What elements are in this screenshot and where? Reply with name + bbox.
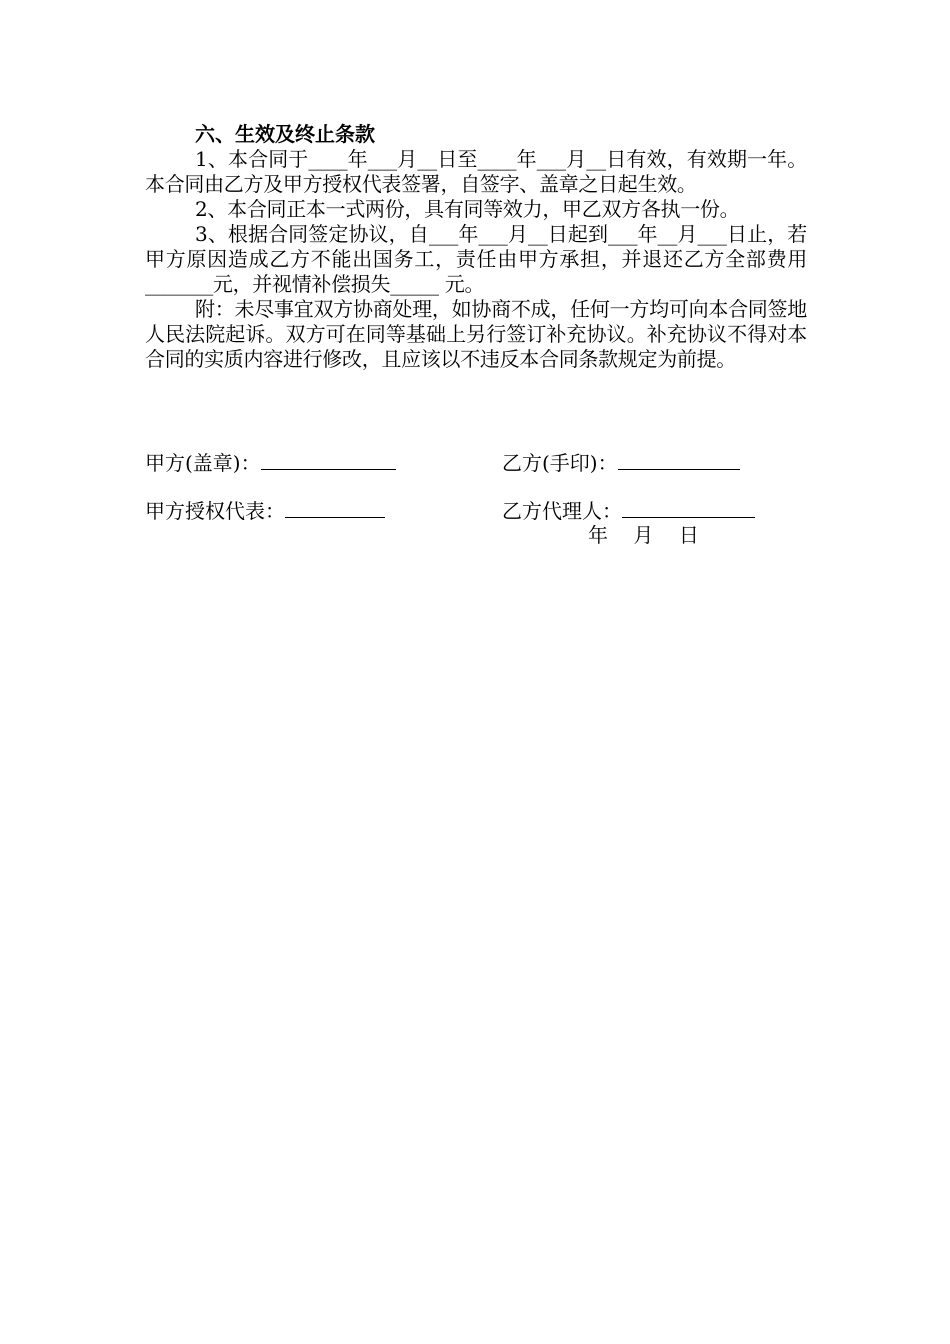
party-a-seal-label: 甲方(盖章)： [145,451,261,475]
party-a-seal [145,451,396,475]
party-a-seal-line[interactable] [261,451,396,470]
party-b-agent-line[interactable] [622,499,755,518]
party-b-fingerprint-label: 乙方(手印)： [502,451,618,475]
party-b-agent-label: 乙方代理人： [502,499,622,523]
party-a-rep-label: 甲方授权代表： [145,499,285,523]
clause-3: 3、根据合同签定协议，自___年___月__日起到___年__月___日止，若甲方原因造成乙方不能出国务工，责任由甲方承担，并退还乙方全部费用_______元，并视情补偿损失_____ 元。 [145,222,807,296]
party-b-fingerprint-line[interactable] [618,451,740,470]
contract-body [145,122,807,372]
date-line: 年 月 日 [588,523,699,547]
party-b-fingerprint [502,451,740,475]
clause-2: 2、本合同正本一式两份，具有同等效力，甲乙双方各执一份。 [195,197,740,221]
supplementary-note: 附：未尽事宜双方协商处理，如协商不成，任何一方均可向本合同签地人民法院起诉。双方可在同等基础上另行签订补充协议。补充协议不得对本合同的实质内容进行修改，且应该以不违反本合同条款规定为前提。 [145,297,807,371]
party-a-rep-line[interactable] [285,499,385,518]
section-heading: 六、生效及终止条款 [195,122,375,146]
party-b-agent [502,499,755,523]
party-a-rep [145,499,385,523]
clause-1: 1、本合同于____年___月__日至____年___月__日有效，有效期一年。本合同由乙方及甲方授权代表签署，自签字、盖章之日起生效。 [145,147,807,196]
